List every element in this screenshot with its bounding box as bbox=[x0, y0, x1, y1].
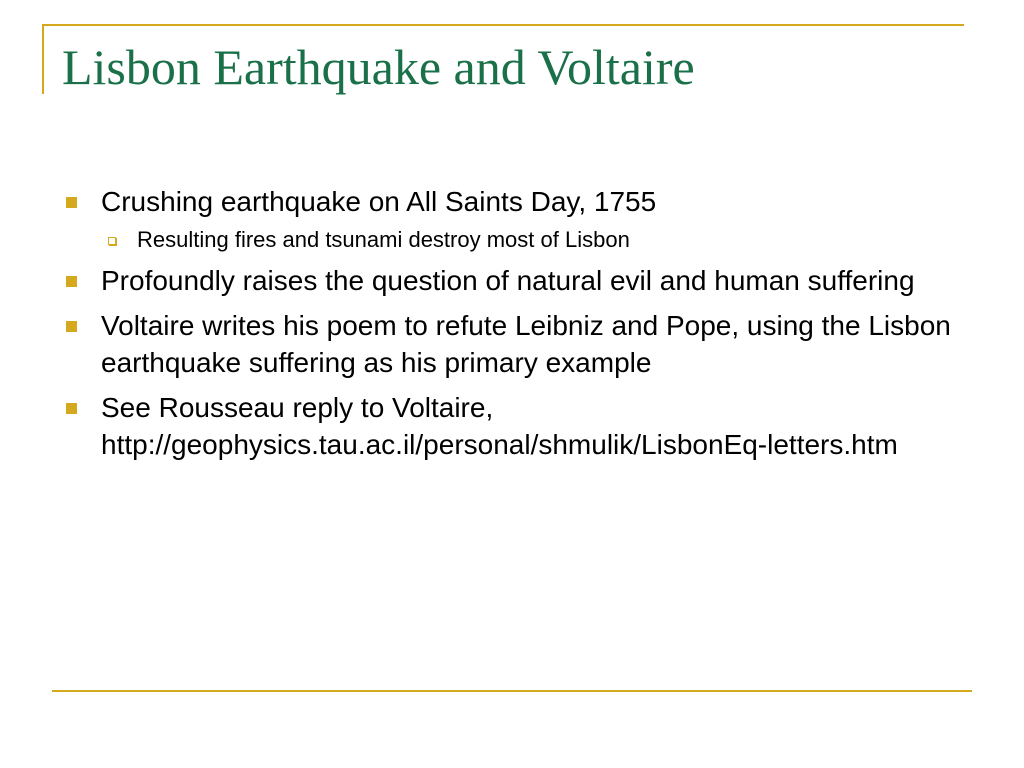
bullet-text-3: Voltaire writes his poem to refute Leibniz and Pope, using the Lisbon earthquake suffering as his primary example bbox=[101, 310, 951, 378]
slide-body bbox=[62, 183, 972, 471]
slide-title: Lisbon Earthquake and Voltaire bbox=[62, 39, 695, 95]
bullet-item-3 bbox=[62, 307, 972, 381]
square-bullet-icon bbox=[66, 403, 77, 414]
square-bullet-icon bbox=[66, 197, 77, 208]
sub-bullet-text-1: Resulting fires and tsunami destroy most of Lisbon bbox=[137, 227, 630, 252]
bullet-item-4 bbox=[62, 389, 972, 463]
square-bullet-icon bbox=[66, 276, 77, 287]
bullet-text-2: Profoundly raises the question of natural evil and human suffering bbox=[101, 265, 915, 296]
bullet-item-1 bbox=[62, 183, 972, 220]
frame-top-rule bbox=[42, 24, 964, 26]
frame-bottom-rule bbox=[52, 690, 972, 692]
sub-bullet-item-1 bbox=[62, 226, 972, 254]
bullet-text-1: Crushing earthquake on All Saints Day, 1755 bbox=[101, 186, 657, 217]
bullet-item-2 bbox=[62, 262, 972, 299]
bullet-text-4: See Rousseau reply to Voltaire, http://geophysics.tau.ac.il/personal/shmulik/LisbonEq-letters.htm bbox=[101, 392, 898, 460]
square-bullet-icon bbox=[66, 321, 77, 332]
hollow-square-bullet-icon bbox=[108, 237, 116, 245]
frame-left-rule bbox=[42, 24, 44, 94]
